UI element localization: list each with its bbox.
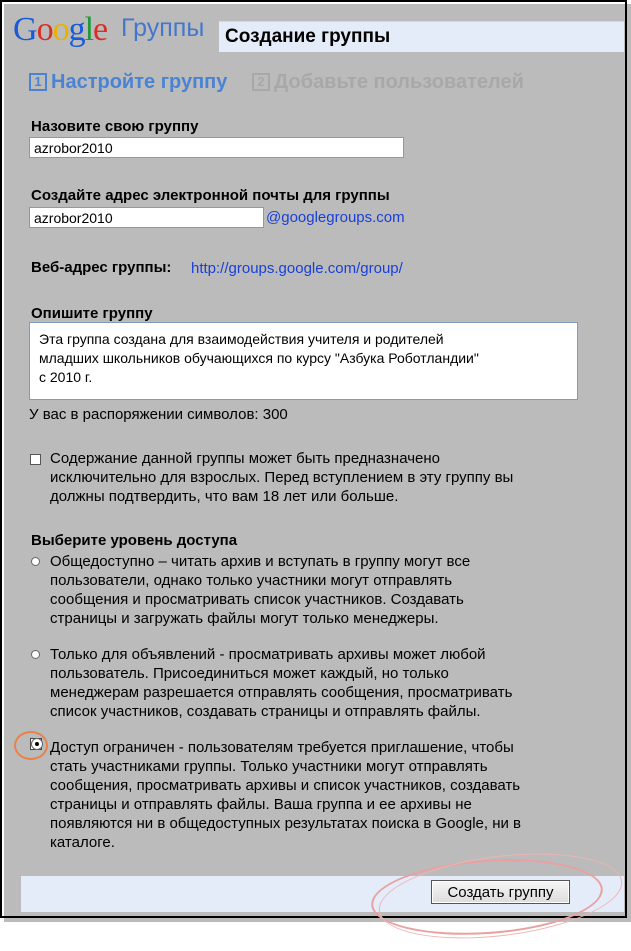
create-group-button[interactable]: Создать группу: [431, 880, 570, 904]
logo-letter: o: [36, 11, 53, 48]
access-restricted-text: [50, 738, 610, 852]
option-line: страницы и загружать файлы могут только менеджеры.: [50, 610, 439, 627]
email-label: Создайте адрес электронной почты для группы: [31, 187, 390, 204]
title-bar: [219, 21, 624, 52]
option-line: сообщения и просматривать список участников. Создавать: [50, 591, 464, 608]
radio-highlight-circle: [14, 731, 48, 760]
option-line: стать участниками группы. Только участники могут отправлять: [50, 758, 488, 775]
option-line: пользователь. Присоединиться может каждый, но только: [50, 665, 449, 682]
logo-letter: G: [13, 11, 37, 48]
option-line: список участников, создавать страницы и отправлять файлы.: [50, 703, 481, 720]
option-line: каталоге.: [50, 834, 115, 851]
option-line: страницы и отправлять файлы. Ваша группа и ее архивы не: [50, 796, 472, 813]
google-logo: [13, 11, 107, 51]
logo-letter: g: [68, 11, 85, 48]
web-address-label: Веб-адрес группы:: [31, 259, 172, 276]
adult-content-checkbox[interactable]: [30, 454, 41, 465]
adult-line: должны подтвердить, что вам 18 лет или больше.: [50, 488, 399, 505]
chars-left-text: У вас в распоряжении символов: 300: [29, 406, 288, 423]
description-label: Опишите группу: [31, 305, 153, 322]
step-2-number: 2: [252, 73, 270, 91]
step-2-label: Добавьте пользователей: [274, 71, 524, 93]
option-line: Только для объявлений - просматривать архивы может любой: [50, 646, 486, 663]
logo-letter: l: [84, 11, 94, 48]
adult-line: Содержание данной группы может быть предназначено: [50, 450, 440, 467]
access-public-text: [50, 552, 610, 628]
option-line: появляются ни в общедоступных результатах поиска в Google, ни в: [50, 815, 522, 832]
option-line: сообщения, просматривать архивы и список участников, создавать: [50, 777, 521, 794]
group-name-label: Назовите свою группу: [31, 118, 199, 135]
step-1: [29, 71, 227, 94]
page-title: Создание группы: [225, 26, 391, 47]
option-line: Общедоступно – читать архив и вступать в группу могут все: [50, 553, 471, 570]
logo-letter: o: [52, 11, 69, 48]
adult-content-text: [50, 449, 610, 506]
email-domain-suffix: @googlegroups.com: [266, 209, 405, 226]
step-2: [252, 71, 524, 94]
adult-line: исключительно для взрослых. Перед вступлением в эту группу вы: [50, 469, 514, 486]
group-name-input[interactable]: [29, 137, 404, 158]
access-announce-radio[interactable]: [31, 650, 40, 659]
step-1-number: 1: [29, 73, 47, 91]
step-1-label: Настройте группу: [51, 71, 228, 93]
email-input[interactable]: [29, 207, 264, 228]
access-public-radio[interactable]: [31, 557, 40, 566]
option-line: пользователи, однако только участники могут отправлять: [50, 572, 453, 589]
access-announce-text: [50, 645, 610, 721]
option-line: Доступ ограничен - пользователям требуется приглашение, чтобы: [50, 739, 514, 756]
access-level-label: Выберите уровень доступа: [31, 532, 238, 549]
web-address-link[interactable]: http://groups.google.com/group/: [191, 260, 403, 277]
description-textarea[interactable]: [29, 322, 578, 400]
logo-letter: e: [93, 11, 108, 48]
option-line: менеджерам разрешается отправлять сообщения, просматривать: [50, 684, 513, 701]
product-name: Группы: [121, 14, 205, 42]
